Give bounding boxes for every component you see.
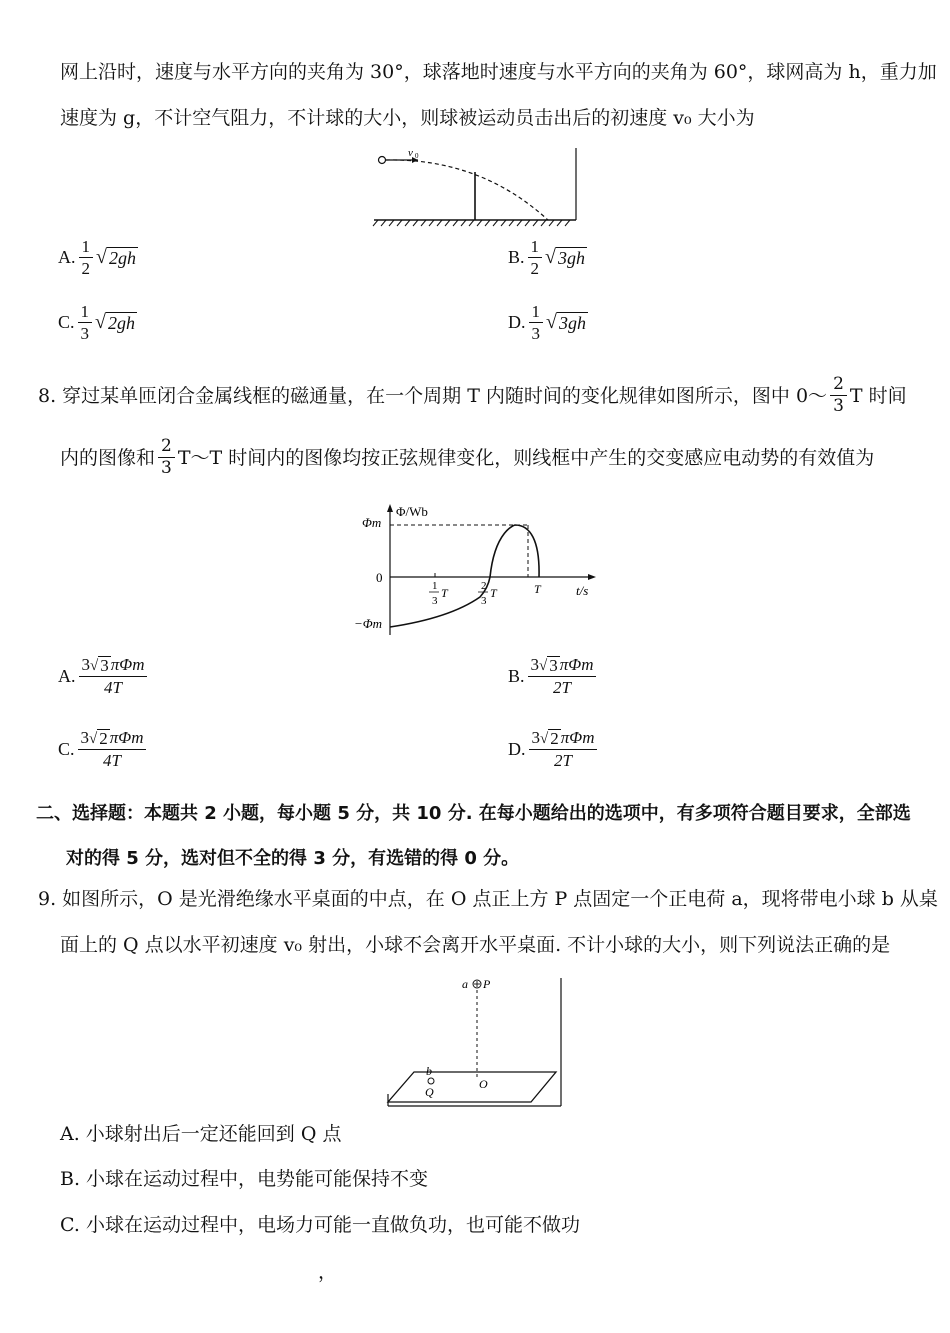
- q7-text-line2: 速度为 g，不计空气阻力，不计球的大小，则球被运动员击出后的初速度 v₀ 大小为: [60, 107, 755, 129]
- flux-curve-first: [390, 577, 490, 627]
- q7-figure: [370, 148, 582, 230]
- x-axis-label: t/s: [576, 583, 589, 598]
- q9-figure: [384, 974, 566, 1110]
- ball-b-label: b: [426, 1064, 432, 1078]
- neg-phi-max-label: −Φm: [354, 616, 383, 631]
- footer-mark: ，: [318, 1261, 338, 1283]
- q7-option-a[interactable]: A. $\frac{1}{2}$ √ 2gh: [58, 237, 136, 278]
- point-P-label: P: [483, 977, 491, 991]
- flux-curve-second: [490, 525, 539, 577]
- origin-label: 0: [376, 570, 383, 585]
- charge-a-label: a: [462, 977, 468, 991]
- q7-option-c[interactable]: C. $\frac{1}{3}$ √ 2gh: [58, 302, 135, 343]
- q9-text-line1: 9. 如图所示，O 是光滑绝缘水平桌面的中点，在 O 点正上方 P 点固定一个正电荷 a，现将带电小球 b 从桌: [38, 888, 938, 910]
- v0-sub: 0: [415, 152, 419, 160]
- section2-heading-line2: 对的得 5 分，选对但不全的得 3 分，有选错的得 0 分。: [66, 848, 520, 869]
- tick-T: T: [534, 582, 541, 596]
- point-O-label: O: [479, 1077, 488, 1091]
- section2-heading-line1: 二、选择题：本题共 2 小题，每小题 5 分，共 10 分. 在每小题给出的选项中，有多项符合题目要求，全部选: [36, 803, 911, 824]
- q9-option-b[interactable]: B. 小球在运动过程中，电势能可能保持不变: [60, 1168, 429, 1190]
- tick-two-thirds-num: 2: [481, 580, 487, 592]
- q8-option-a[interactable]: A. 3 √ 3 πΦm 4T: [58, 656, 150, 696]
- q8-option-b[interactable]: B. 3 √ 3 πΦm 2T: [508, 656, 599, 696]
- q8-text-line2: 内的图像和 $\frac{2}{3}$ T～T 时间内的图像均按正弦规律变化，则线框中产生的交变感应电动势的有效值为: [60, 436, 875, 478]
- tick-third-num: 1: [432, 580, 438, 592]
- q7-option-b[interactable]: B. $\frac{1}{2}$ √ 3gh: [508, 237, 585, 278]
- ball-icon: [379, 157, 386, 164]
- q7-text-line1: 网上沿时，速度与水平方向的夹角为 30°，球落地时速度与水平方向的夹角为 60°，球网高为 h，重力加: [60, 61, 937, 83]
- v0-label: v: [408, 148, 413, 159]
- point-Q-label: Q: [425, 1085, 434, 1099]
- tick-two-thirds-den: 3: [481, 595, 487, 607]
- y-axis-label: Φ/Wb: [396, 504, 428, 519]
- q8-option-d[interactable]: D. 3 √ 2 πΦm 2T: [508, 729, 600, 769]
- q9-text-line2: 面上的 Q 点以水平初速度 v₀ 射出，小球不会离开水平桌面. 不计小球的大小，则下列说法正确的是: [60, 934, 891, 956]
- tick-third-den: 3: [432, 595, 438, 607]
- svg-text:T: T: [441, 586, 448, 600]
- svg-text:T: T: [490, 586, 497, 600]
- q9-option-a[interactable]: A. 小球射出后一定还能回到 Q 点: [60, 1123, 342, 1145]
- table-surface: [388, 1072, 556, 1102]
- trajectory: [386, 160, 548, 220]
- q9-option-c[interactable]: C. 小球在运动过程中，电场力可能一直做负功，也可能不做功: [60, 1214, 580, 1236]
- q8-text-line1: 8. 穿过某单匝闭合金属线框的磁通量，在一个周期 T 内随时间的变化规律如图所示，图中 0～ $\frac{2}{3}$ T 时间: [38, 374, 907, 416]
- phi-max-label: Φm: [362, 515, 382, 530]
- q7-option-d[interactable]: D. $\frac{1}{3}$ √ 3gh: [508, 302, 586, 343]
- q8-flux-graph: [350, 500, 600, 642]
- ball-icon: [428, 1078, 434, 1084]
- q8-option-c[interactable]: C. 3 √ 2 πΦm 4T: [58, 729, 149, 769]
